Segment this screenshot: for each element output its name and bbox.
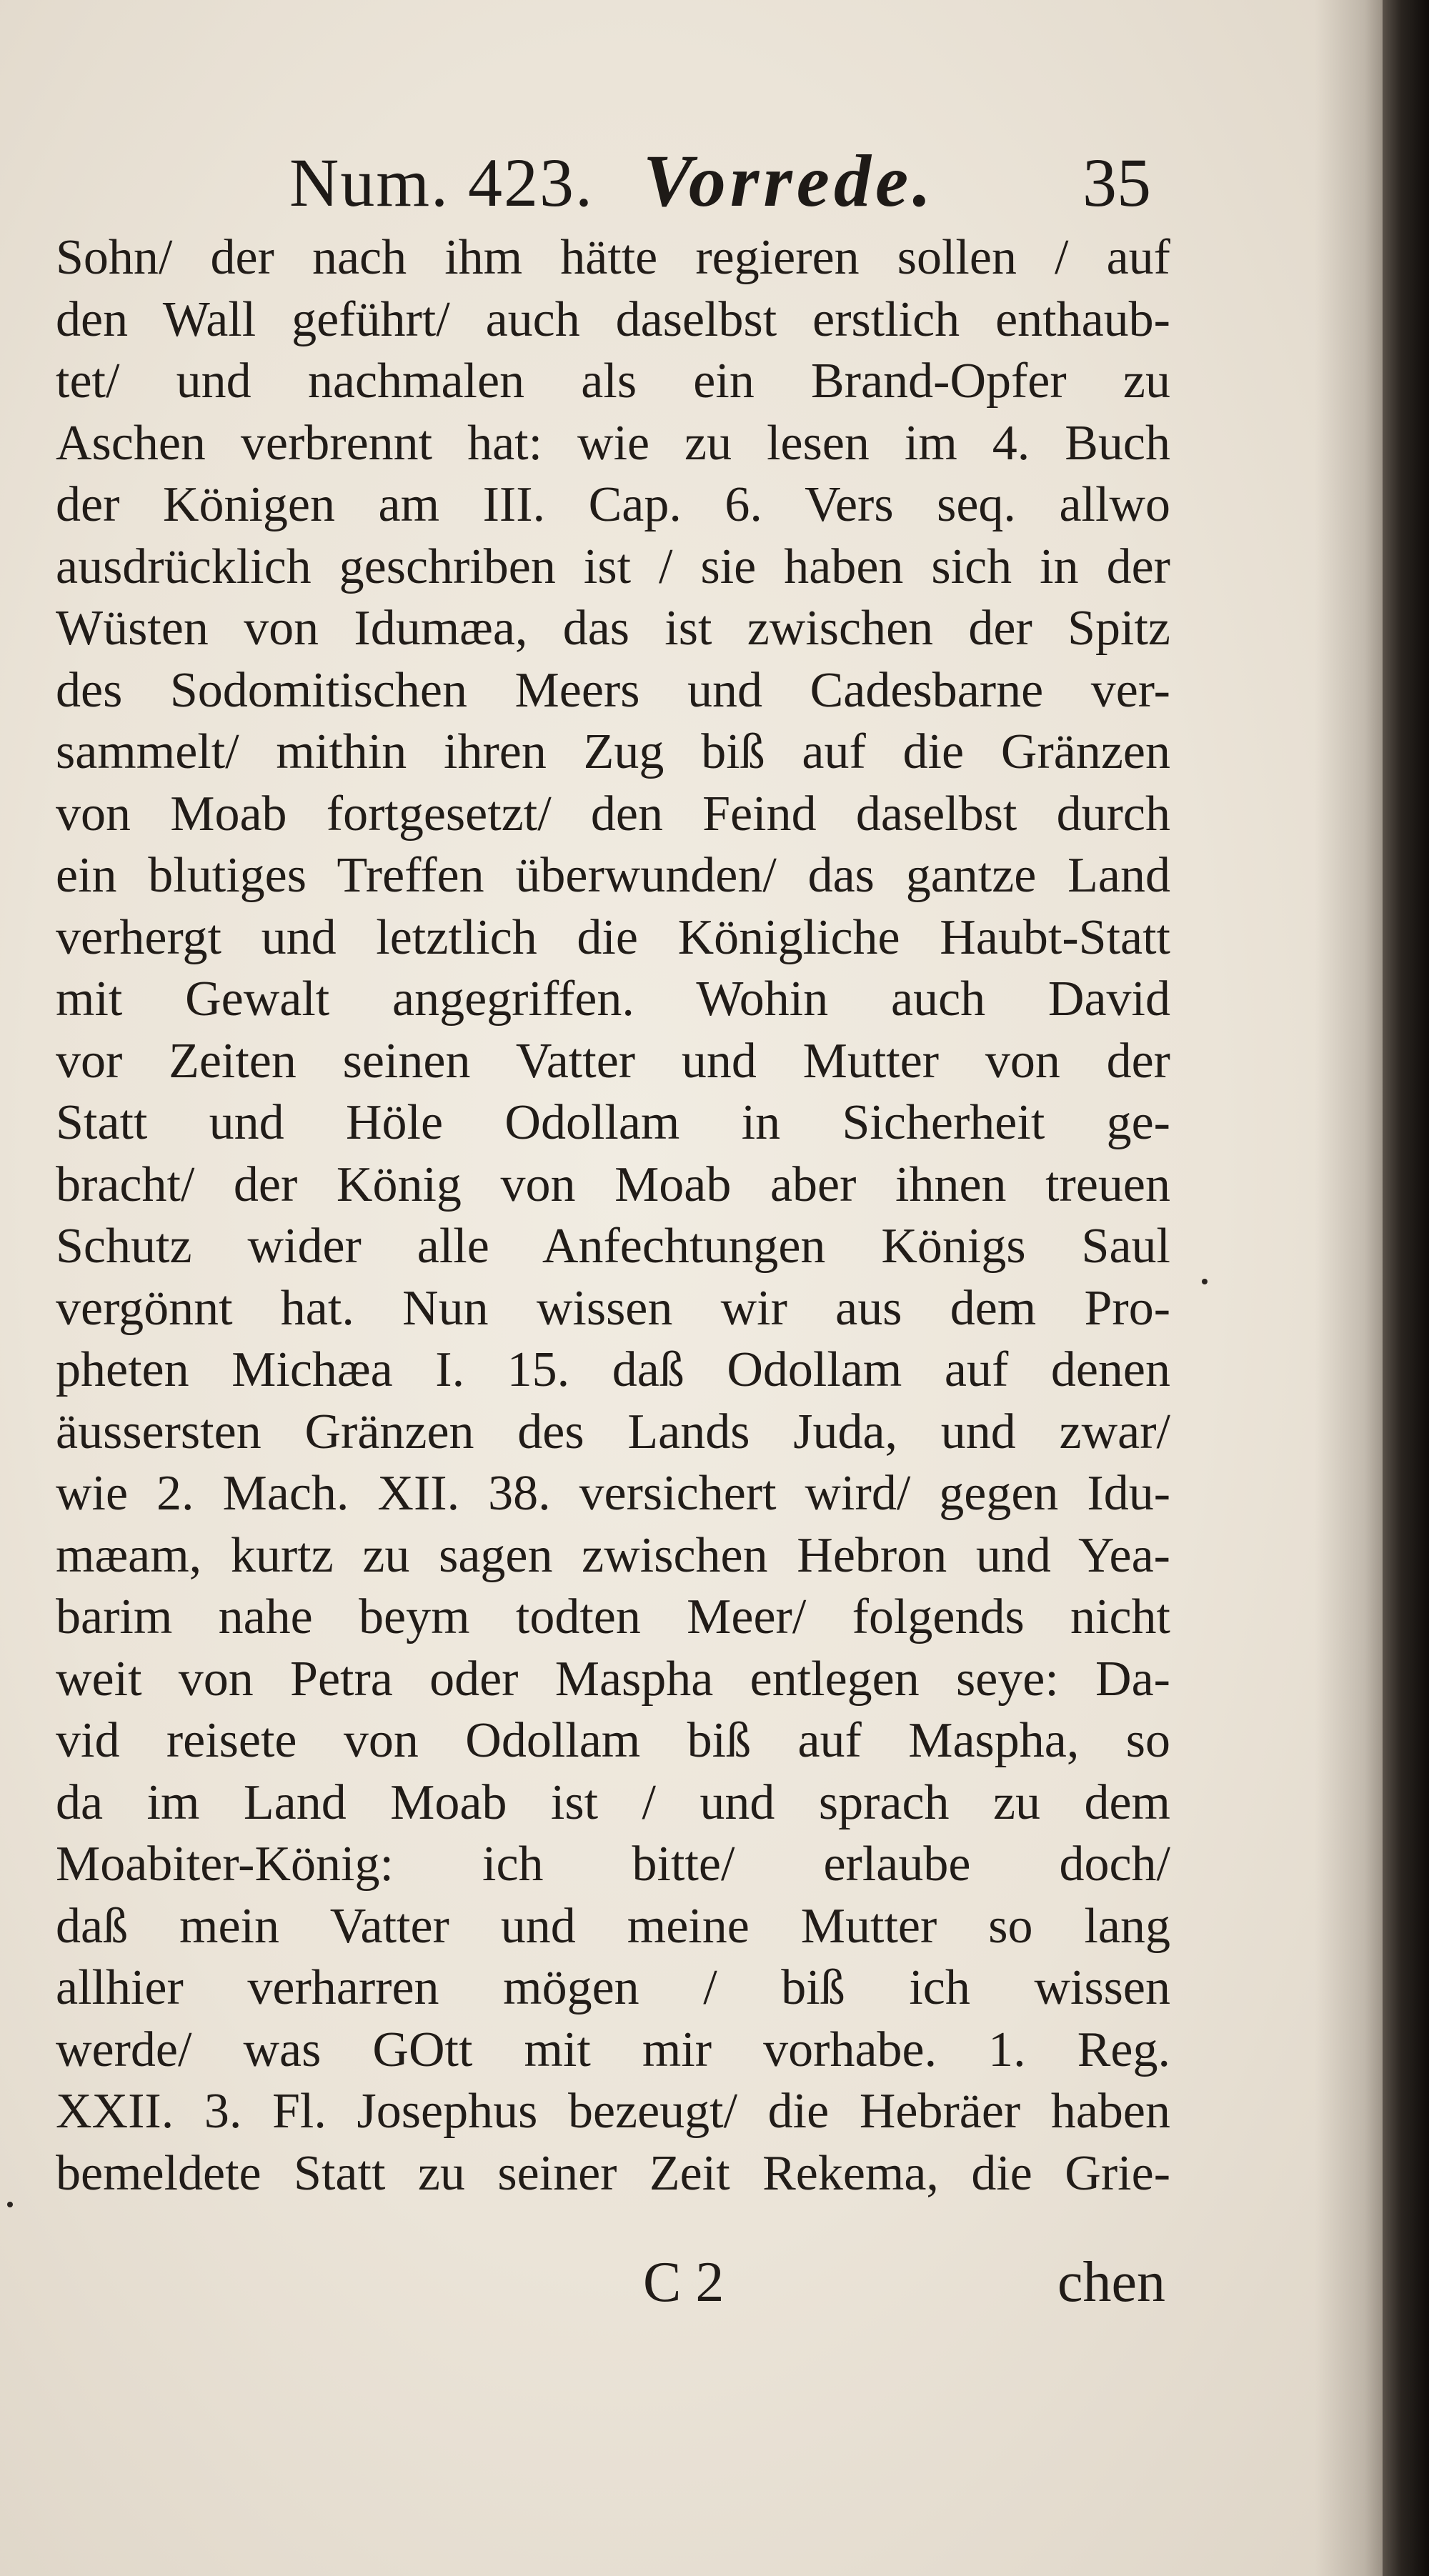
text-line: äussersten Gränzen des Lands Juda, und zwar/ (56, 1404, 1170, 1459)
text-line: der Königen am III. Cap. 6. Vers seq. allwo (56, 477, 1170, 532)
text-line: tet/ und nachmalen als ein Brand-Opfer zu (56, 354, 1170, 409)
text-line: mit Gewalt angegriffen. Wohin auch David (56, 972, 1170, 1027)
text-line: pheten Michæa I. 15. daß Odollam auf denen (56, 1342, 1170, 1397)
text-line: Statt und Höle Odollam in Sicherheit ge- (56, 1095, 1170, 1150)
text-line: bemeldete Statt zu seiner Zeit Rekema, die Grie- (56, 2145, 1170, 2201)
page-gutter-shadow (1315, 0, 1386, 2576)
text-line: Schutz wider alle Anfechtungen Königs Saul (56, 1219, 1170, 1274)
text-line: Moabiter-König: ich bitte/ erlaube doch/ (56, 1837, 1170, 1892)
ink-speck (1202, 1279, 1208, 1284)
issue-number: Num. 423. (289, 144, 594, 221)
text-line: ein blutiges Treffen überwunden/ das gantze Land (56, 848, 1170, 903)
section-title: Vorrede. (643, 140, 936, 222)
text-line: wie 2. Mach. XII. 38. versichert wird/ gegen Idu- (56, 1466, 1170, 1521)
text-line: Wüsten von Idumæa, das ist zwischen der Spitz (56, 601, 1170, 656)
text-line: bracht/ der König von Moab aber ihnen treuen (56, 1157, 1170, 1212)
text-line: ausdrücklich geschriben ist / sie haben sich in der (56, 539, 1170, 594)
text-line: mæam, kurtz zu sagen zwischen Hebron und Yea- (56, 1527, 1170, 1583)
text-line: von Moab fortgesetzt/ den Feind daselbst durch (56, 786, 1170, 842)
text-line: Aschen verbrennt hat: wie zu lesen im 4. Buch (56, 415, 1170, 471)
text-line: weit von Petra oder Maspha entlegen seye: Da- (56, 1651, 1170, 1707)
text-line: den Wall geführt/ auch daselbst erstlich enthaub- (56, 291, 1170, 347)
text-line: verhergt und letztlich die Königliche Haubt-Statt (56, 909, 1170, 965)
text-line: XXII. 3. Fl. Josephus bezeugt/ die Hebräer haben (56, 2084, 1170, 2139)
text-line: vergönnt hat. Nun wissen wir aus dem Pro- (56, 1280, 1170, 1336)
text-line: daß mein Vatter und meine Mutter so lang (56, 1898, 1170, 1954)
catchword: chen (1057, 2251, 1166, 2314)
text-line: barim nahe beym todten Meer/ folgends nicht (56, 1589, 1170, 1644)
text-line: werde/ was GOtt mit mir vorhabe. 1. Reg. (56, 2022, 1170, 2077)
page-number: 35 (1082, 144, 1151, 221)
scan-border (1383, 0, 1429, 2576)
text-line: Sohn/ der nach ihm hätte regieren sollen / auf (56, 230, 1170, 285)
text-line: sammelt/ mithin ihren Zug biß auf die Gränzen (56, 724, 1170, 779)
page-footer (0, 2250, 1386, 2322)
text-line: vor Zeiten seinen Vatter und Mutter von der (56, 1033, 1170, 1089)
text-line: allhier verharren mögen / biß ich wissen (56, 1960, 1170, 2015)
text-line: vid reisete von Odollam biß auf Maspha, so (56, 1713, 1170, 1768)
text-line: da im Land Moab ist / und sprach zu dem (56, 1774, 1170, 1830)
text-line: des Sodomitischen Meers und Cadesbarne ver- (56, 662, 1170, 718)
signature-mark: C 2 (643, 2251, 725, 2314)
running-head (0, 140, 1386, 229)
ink-speck (7, 2202, 13, 2207)
body-text (56, 227, 1170, 2205)
